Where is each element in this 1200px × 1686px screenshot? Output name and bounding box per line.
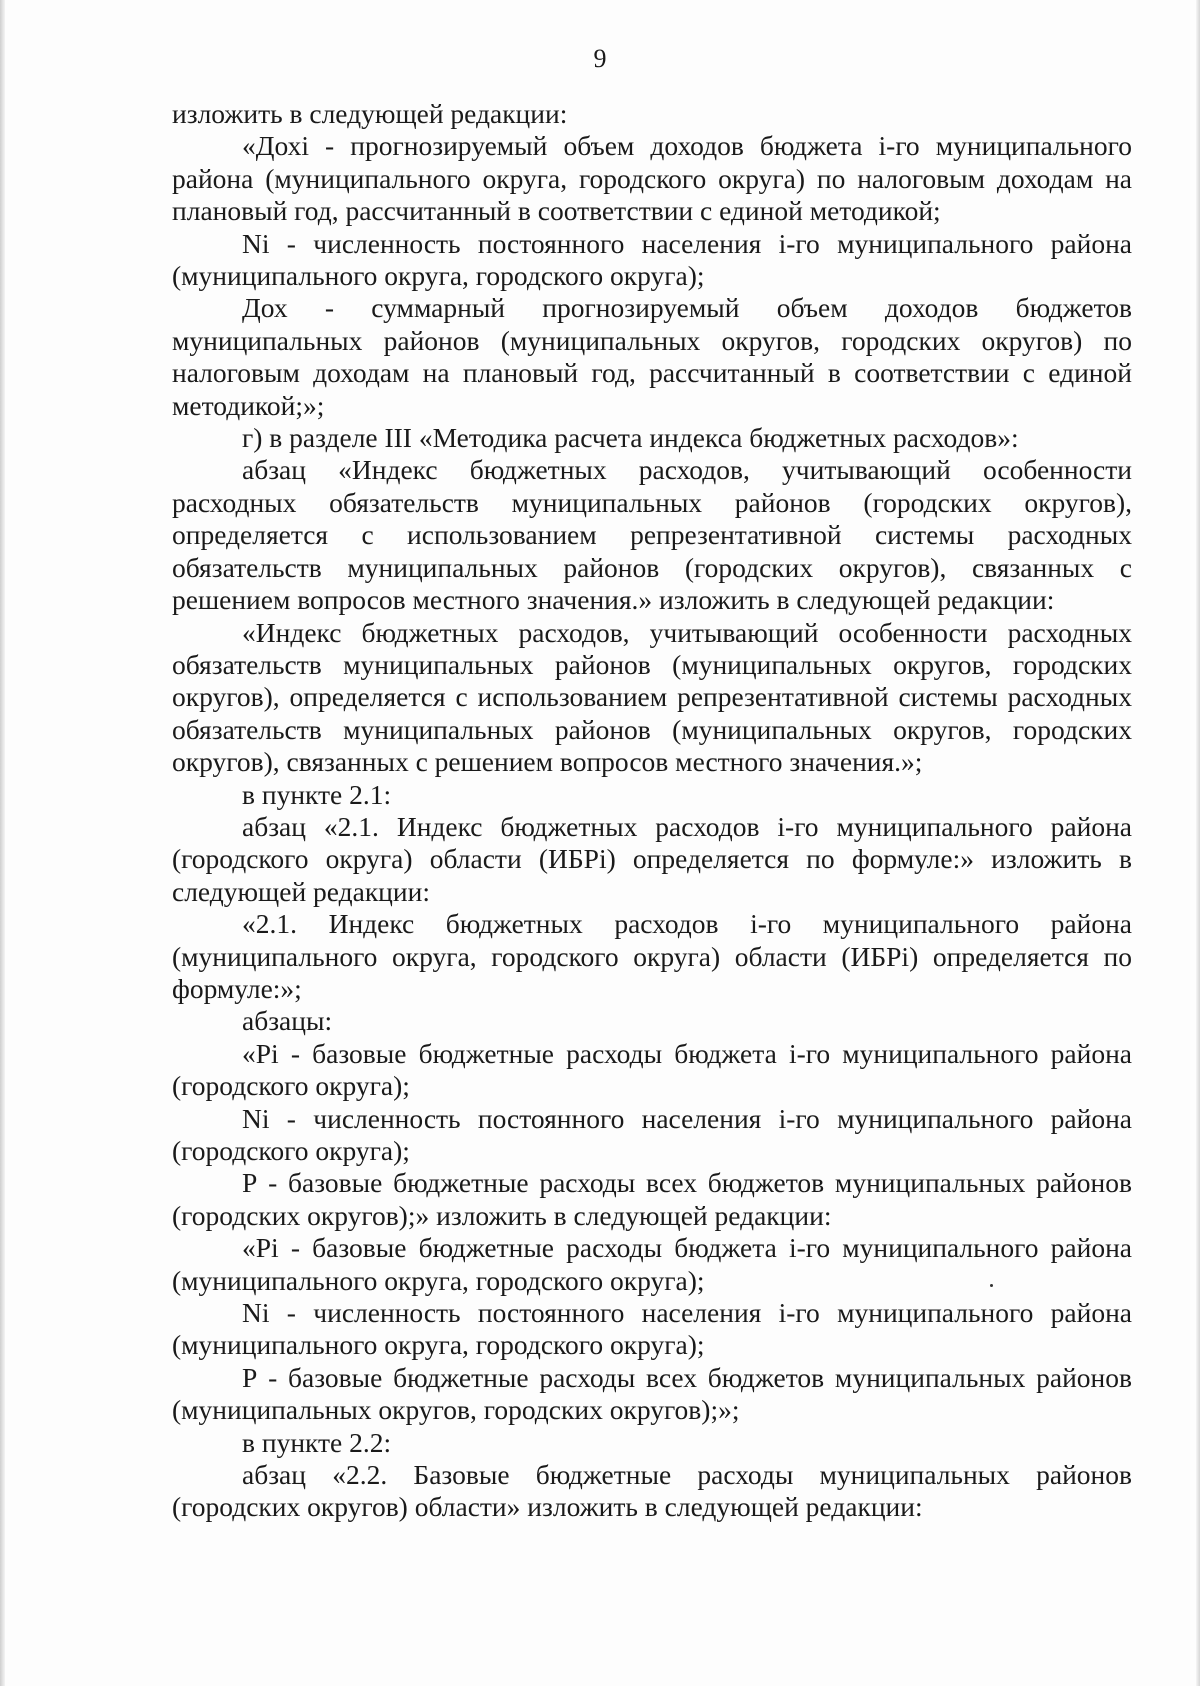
paragraph: абзац «2.1. Индекс бюджетных расходов i-го муниципального района (городского округа) области (ИБРi) определяется по формуле:» изложить в следующей редакции: — [172, 810, 1132, 907]
paragraph: в пункте 2.1: — [242, 778, 392, 810]
paragraph: Ni - численность постоянного населения i-го муниципального района (муниципального округа, городского округа); — [172, 1297, 1132, 1361]
paragraph: г) в разделе III «Методика расчета индекса бюджетных расходов»: — [242, 422, 1019, 454]
paragraph: «2.1. Индекс бюджетных расходов i-го муниципального района (муниципального округа, городского округа) области (ИБРi) определяется по формуле:»; — [172, 908, 1132, 1004]
paragraph: «Рi - базовые бюджетные расходы бюджета i-го муниципального района (городского округа); — [172, 1037, 1132, 1102]
paragraph: Р - базовые бюджетные расходы всех бюджетов муниципальных районов (муниципальных округов, городских округов);»; — [172, 1361, 1132, 1426]
paragraph: Дох - суммарный прогнозируемый объем доходов бюджетов муниципальных районов (муниципальных округов, городских округов) по налоговым доходам на плановый год, рассчитанный в соответствии с единой методикой;»; — [172, 292, 1132, 421]
paragraph: абзацы: — [242, 1005, 333, 1037]
paragraph: изложить в следующей редакции: — [172, 98, 568, 129]
paragraph: «Рi - базовые бюджетные расходы бюджета i-го муниципального района (муниципального округа, городского округа); — [172, 1232, 1132, 1296]
document-body — [172, 98, 1132, 1524]
scan-edge-left — [0, 0, 5, 1686]
scan-edge-right — [1196, 0, 1200, 1686]
paragraph: абзац «Индекс бюджетных расходов, учитывающий особенности расходных обязательств муниципальных районов (городских округов), определяется с использованием репрезентативной системы расходных обязательств муниципальных районов (городских округов), связанных с решением вопросов местного значения.» изложить в следующей редакции: — [172, 454, 1132, 616]
paragraph: в пункте 2.2: — [242, 1426, 392, 1458]
paragraph: «Индекс бюджетных расходов, учитывающий особенности расходных обязательств муниципальных районов (муниципальных округов, городских округов), определяется с использованием репрезентативной системы расходных обязательств муниципальных районов (муниципальных округов, городских округов), связанных с решением вопросов местного значения.»; — [172, 616, 1132, 778]
paragraph: Р - базовые бюджетные расходы всех бюджетов муниципальных районов (городских округов);» изложить в следующей редакции: — [172, 1167, 1132, 1231]
scan-artifact-dot — [990, 1284, 993, 1287]
paragraph: абзац «2.2. Базовые бюджетные расходы муниципальных районов (городских округов) области» изложить в следующей редакции: — [172, 1459, 1132, 1523]
page-number: 9 — [593, 44, 607, 73]
paragraph: Ni - численность постоянного населения i-го муниципального района (муниципального округа, городского округа); — [172, 227, 1132, 292]
paragraph: «Дохi - прогнозируемый объем доходов бюджета i-го муниципального района (муниципального округа, городского округа) по налоговым доходам на плановый год, рассчитанный в соответствии с единой методикой; — [172, 130, 1132, 227]
paragraph: Ni - численность постоянного населения i-го муниципального района (городского округа); — [172, 1102, 1132, 1166]
